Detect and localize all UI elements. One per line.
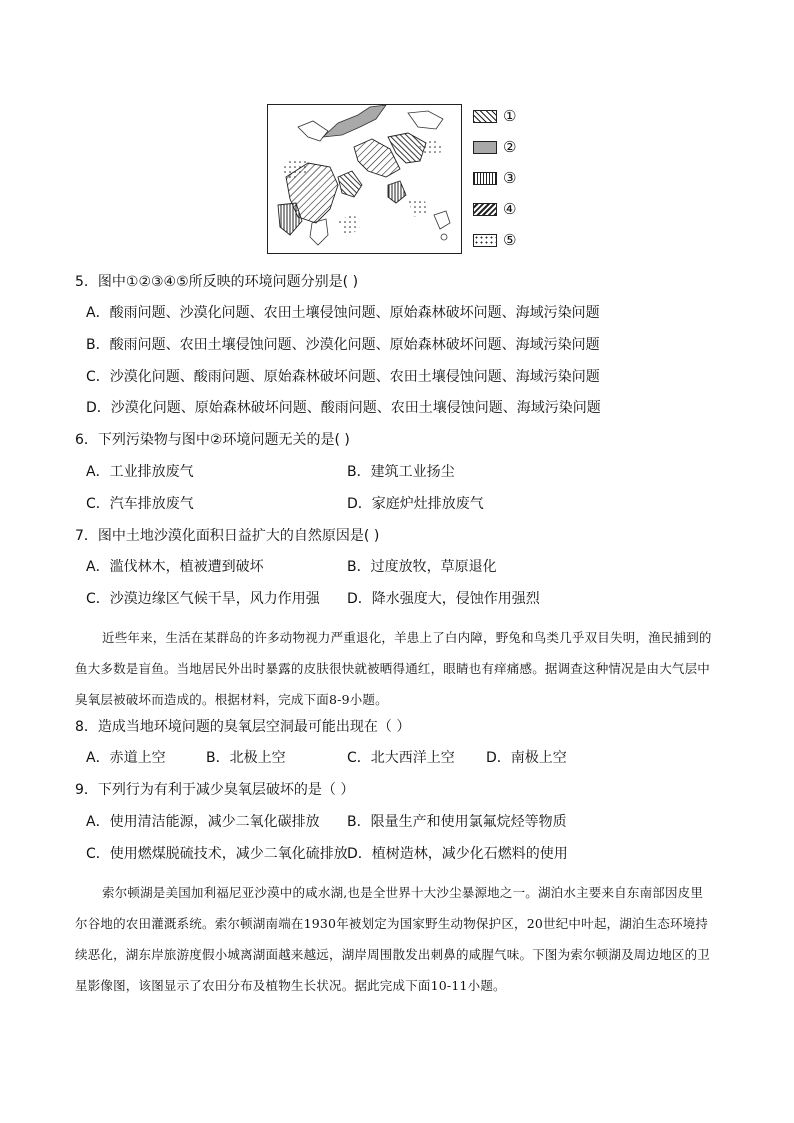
question-7-option-c: C．沙漠边缘区气候干旱，风力作用强 bbox=[86, 591, 320, 607]
coastline bbox=[434, 211, 450, 229]
question-9-option-b: B．限量生产和使用氯氟烷烃等物质 bbox=[347, 814, 567, 830]
question-6-option-c: C．汽车排放废气 bbox=[86, 496, 194, 512]
legend-label: ⑤ bbox=[503, 231, 517, 249]
question-8-option-b: B．北极上空 bbox=[206, 750, 286, 766]
hatch-swatch-icon bbox=[473, 110, 497, 123]
region-4-hatch bbox=[338, 171, 362, 197]
stripe-swatch-icon bbox=[473, 172, 497, 185]
question-8-option-d: D．南极上空 bbox=[486, 750, 567, 766]
bold-hatch-swatch-icon bbox=[473, 203, 497, 216]
question-5-stem: 5．图中①②③④⑤所反映的环境问题分别是( ) bbox=[75, 274, 359, 290]
coastline bbox=[310, 219, 328, 245]
question-8-stem: 8．造成当地环境问题的臭氧层空洞最可能出现在（ ） bbox=[75, 719, 411, 735]
question-9-stem: 9．下列行为有利于减少臭氧层破坏的是（ ） bbox=[75, 782, 355, 798]
gray-swatch-icon bbox=[473, 141, 497, 154]
question-6-option-d: D．家庭炉灶排放废气 bbox=[347, 496, 484, 512]
reading-passage-salton-sea: 索尔顿湖是美国加利福尼亚沙漠中的咸水湖,也是全世界十大沙尘暴源地之一。湖泊水主要来自东南部因皮里尔谷地的农田灌溉系统。索尔顿湖南端在1930年被划定为国家野生动物保护区，20世纪中叶起，湖泊生态环境持续恶化，湖东岸旅游度假小城离湖面越来越远，湖岸周围散发出刺鼻的咸腥气味。下图为索尔顿湖及周边地区的卫星影像图，该图显示了农田分布及植物生长状况。据此完成下面10-11小题。 bbox=[75, 885, 711, 993]
question-7-option-a: A．滥伐林木，植被遭到破坏 bbox=[86, 559, 264, 575]
region-3-stripes bbox=[388, 181, 406, 203]
reading-passage-ozone: 近些年来，生活在某群岛的许多动物视力严重退化，羊患上了白内障，野兔和鸟类几乎双目失明，渔民捕到的鱼大多数是盲鱼。当地居民外出时暴露的皮肤很快就被晒得通红，眼睛也有痒痛感。据调查这种情况是由大气层中臭氧层被破坏而造成的。根据材料，完成下面8-9小题。 bbox=[75, 630, 712, 707]
map-graphic bbox=[268, 105, 461, 253]
question-9-option-d: D．植树造林，减少化石燃料的使用 bbox=[347, 846, 568, 862]
question-5-option-c: C．沙漠化问题、酸雨问题、原始森林破坏问题、农田土壤侵蚀问题、海域污染问题 bbox=[86, 369, 600, 385]
legend-label: ④ bbox=[503, 200, 517, 218]
question-8-option-c: C．北大西洋上空 bbox=[347, 750, 455, 766]
region-2-gray bbox=[323, 105, 386, 137]
region-5-dots bbox=[408, 197, 428, 217]
question-6-option-b: B．建筑工业扬尘 bbox=[347, 464, 455, 480]
legend-label: ① bbox=[503, 107, 517, 125]
question-7-option-b: B．过度放牧，草原退化 bbox=[347, 559, 497, 575]
legend-label: ③ bbox=[503, 169, 517, 187]
question-5-option-d: D．沙漠化问题、原始森林破坏问题、酸雨问题、农田土壤侵蚀问题、海域污染问题 bbox=[86, 400, 601, 416]
question-8-option-a: A．赤道上空 bbox=[86, 750, 166, 766]
question-6-option-a: A．工业排放废气 bbox=[86, 464, 194, 480]
question-7-option-d: D．降水强度大，侵蚀作用强烈 bbox=[347, 591, 540, 607]
question-9-option-a: A．使用清洁能源，减少二氧化碳排放 bbox=[86, 814, 320, 830]
question-5-option-b: B．酸雨问题、农田土壤侵蚀问题、沙漠化问题、原始森林破坏问题、海域污染问题 bbox=[86, 337, 600, 353]
question-6-stem: 6．下列污染物与图中②环境问题无关的是( ) bbox=[75, 432, 350, 448]
coastline bbox=[298, 121, 328, 141]
legend-label: ② bbox=[503, 138, 517, 156]
coastline bbox=[408, 111, 443, 129]
environmental-problems-map bbox=[267, 104, 462, 254]
dots-swatch-icon bbox=[473, 234, 497, 247]
island-outline bbox=[441, 234, 447, 240]
region-5-dots bbox=[338, 213, 360, 237]
question-5-option-a: A．酸雨问题、沙漠化问题、农田土壤侵蚀问题、原始森林破坏问题、海域污染问题 bbox=[86, 305, 600, 321]
question-9-option-c: C．使用燃煤脱硫技术，减少二氧化硫排放 bbox=[86, 846, 348, 862]
question-7-stem: 7．图中土地沙漠化面积日益扩大的自然原因是( ) bbox=[75, 528, 380, 544]
